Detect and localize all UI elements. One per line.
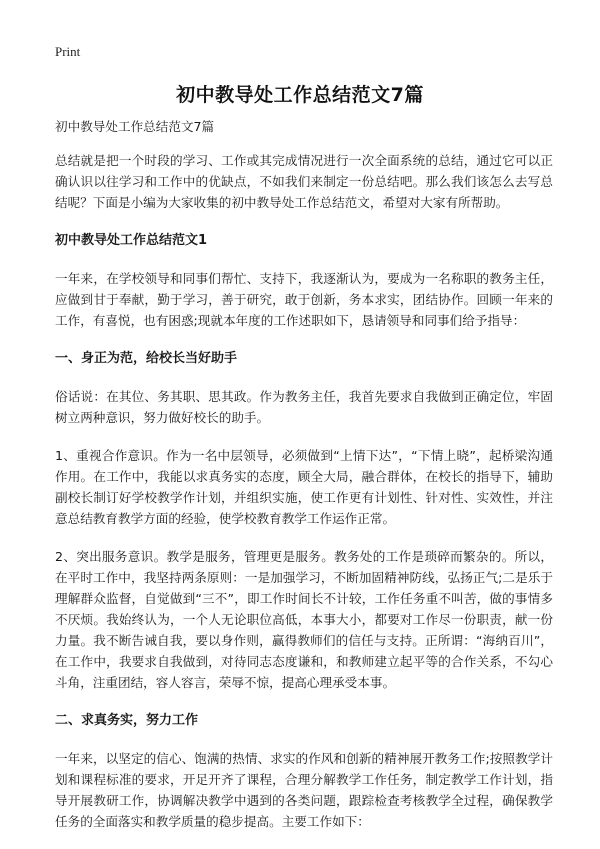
heading-pragmatic-work: 二、求真务实，努力工作 — [55, 713, 199, 728]
paragraph-teaching-work: 一年来，以坚定的信心、饱满的热情、求实的作风和创新的精神展开教务工作;按照教学计划和课程标准的要求，开足开齐了课程，合理分解教学工作任务，制定教学工作计划，指导开展教研工作，协调解决教学中遇到的各类问题，跟踪检查考核教学全过程，确保教学任务的全面落实和教学质量的稳步提高。主要工作如下： — [55, 751, 553, 829]
section-heading-article-1: 初中教导处工作总结范文1 — [55, 233, 208, 248]
document-title: 初中教导处工作总结范文7篇 — [176, 84, 424, 106]
paragraph-overview: 一年来，在学校领导和同事们帮忙、支持下，我逐渐认为，要成为一名称职的教务主任，应做到甘于奉献，勤于学习，善于研究，敢于创新，务本求实，团结协作。回顾一年来的工作，有喜悦，也有困惑;现就本年度的工作述职如下，恳请领导和同事们给予指导： — [55, 271, 553, 328]
heading-role-model: 一、身正为范，给校长当好助手 — [55, 351, 238, 366]
print-label: Print — [55, 44, 81, 59]
paragraph-positioning: 俗话说：在其位、务其职、思其政。作为教务主任，我首先要求自我做到正确定位，牢固树立两种意识，努力做好校长的助手。 — [55, 389, 553, 425]
intro-paragraph: 总结就是把一个时段的学习、工作或其完成情况进行一次全面系统的总结，通过它可以正确认识以往学习和工作中的优缺点，不如我们来制定一份总结吧。那么我们该怎么去写总结呢？下面是小编为大家收集的初中教导处工作总结范文，希望对大家有所帮助。 — [55, 153, 553, 210]
document-subtitle: 初中教导处工作总结范文7篇 — [55, 119, 215, 134]
document-body — [55, 116, 553, 849]
paragraph-service: 2、突出服务意识。教学是服务，管理更是服务。教务处的工作是琐碎而繁杂的。所以，在平时工作中，我坚持两条原则：一是加强学习，不断加固精神防线，弘扬正气;二是乐于理解群众监督，自觉做到“三不”，即工作时间长不计较，工作任务重不叫苦，做的事情多不厌烦。我始终认为，一个人无论职位高低，本事大小，都要对工作尽一份职责，献一份力量。我不断告诫自我，要以身作则，赢得教师们的信任与支持。正所谓：“海纳百川”，在工作中，我要求自我做到，对待同志态度谦和，和教师建立起平等的合作关系，不勾心斗角，注重团结，容人容言，荣辱不惊，提高心理承受本事。 — [55, 549, 553, 690]
paragraph-cooperation: 1、重视合作意识。作为一名中层领导，必须做到“上情下达”，“下情上晓”，起桥梁沟通作用。在工作中，我能以求真务实的态度，顾全大局，融合群体，在校长的指导下，辅助副校长制订好学校教学作计划，并组织实施，使工作更有计划性、针对性、实效性，并注意总结教育教学方面的经验，使学校教育教学工作运作正常。 — [55, 448, 553, 526]
